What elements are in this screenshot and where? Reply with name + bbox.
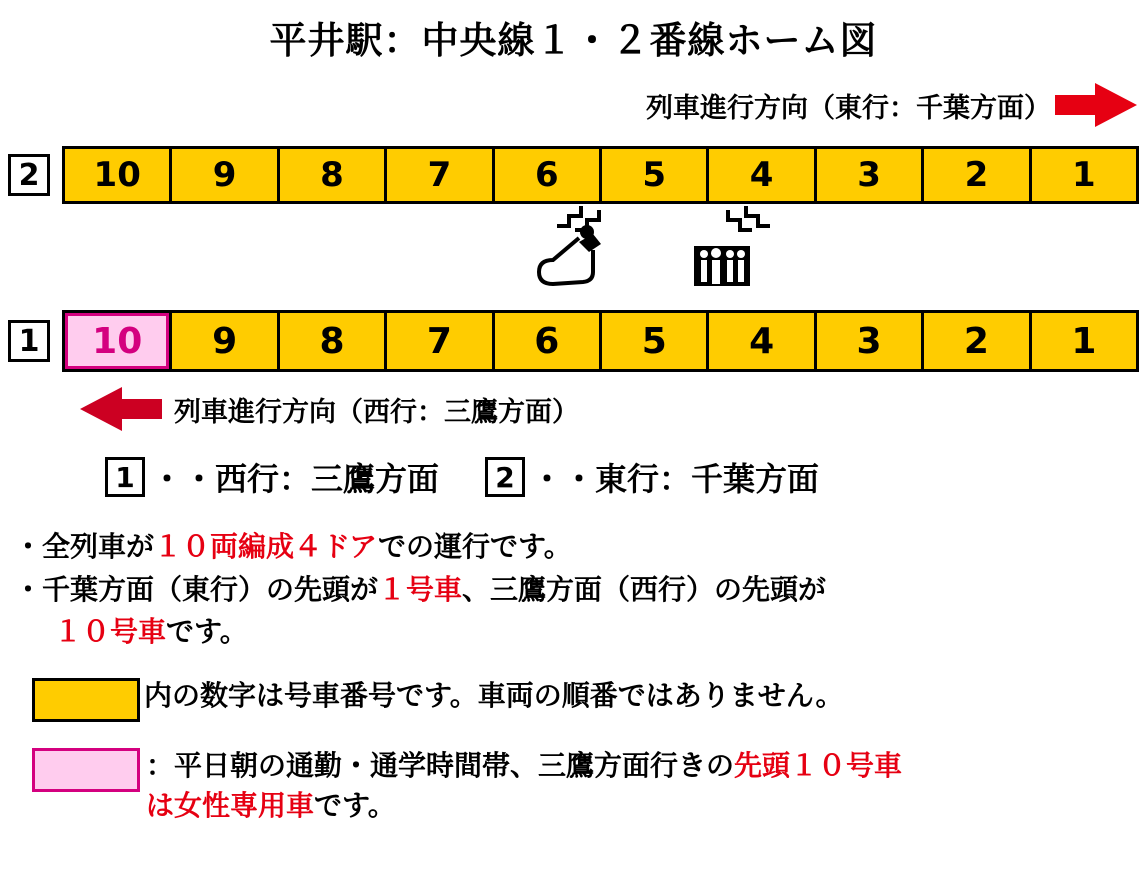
car-cell-women-only: 10 [65, 313, 169, 369]
legend-pink-text [146, 746, 902, 827]
car-cell: 2 [924, 313, 1028, 369]
platform-row-2 [0, 146, 1147, 204]
car-cell: 3 [817, 149, 921, 201]
legend-yellow-row [0, 676, 1147, 722]
car-cell: 8 [280, 313, 384, 369]
swatch-yellow [32, 678, 140, 722]
page-title: 平井駅：中央線１・２番線ホーム図 [269, 19, 878, 62]
legend-yellow-text: 内の数字は号車番号です。車両の順番ではありません。 [144, 678, 844, 712]
note-line [14, 526, 1147, 569]
note-part: ・全列車が [14, 530, 155, 563]
car-cell: 4 [709, 149, 813, 201]
note-part: ・千葉方面（東行）の先頭が [14, 572, 379, 606]
note-part: です。 [166, 615, 248, 649]
note-part-highlight: １０両編成４ドア [154, 530, 379, 563]
car-cell: 7 [387, 149, 491, 201]
escalator-icon [517, 204, 627, 294]
car-cell: 3 [817, 313, 921, 369]
legend-pink-row [0, 746, 1147, 827]
legend-pink-line2-red: は女性専用車 [146, 789, 315, 823]
platform-legend [0, 454, 1147, 500]
car-cell: 9 [172, 149, 276, 201]
legend-pink-line2-black: です。 [314, 789, 396, 823]
top-direction-label: 列車進行方向（東行：千葉方面） [646, 92, 1051, 124]
platform-number-2: 2 [8, 154, 50, 196]
car-cell: 9 [172, 313, 276, 369]
facility-band [62, 204, 1139, 294]
top-direction-note [0, 82, 1147, 128]
car-cell: 6 [495, 313, 599, 369]
car-cell: 7 [387, 313, 491, 369]
note-line [14, 569, 1147, 612]
legend-platform-text-2: ・・東行：千葉方面 [531, 460, 820, 498]
car-cell: 1 [1032, 313, 1136, 369]
note-part: での運行です。 [378, 530, 572, 563]
car-cell: 2 [924, 149, 1028, 201]
car-cell: 6 [495, 149, 599, 201]
swatch-pink [32, 748, 140, 792]
arrow-right-icon [1055, 83, 1137, 127]
car-cell: 1 [1032, 149, 1136, 201]
elevator-icon [682, 204, 792, 294]
car-cell: 4 [709, 313, 813, 369]
notes-block [0, 526, 1147, 654]
car-cell: 5 [602, 149, 706, 201]
car-cell: 5 [602, 313, 706, 369]
note-part-highlight: １号車 [378, 572, 463, 606]
car-strip-platform-1 [62, 310, 1139, 372]
platform-number-1: 1 [8, 320, 50, 362]
legend-platform-box-2: 2 [485, 457, 525, 497]
car-strip-platform-2 [62, 146, 1139, 204]
bottom-direction-label: 列車進行方向（西行：三鷹方面） [174, 396, 579, 428]
legend-platform-text-1: ・・西行：三鷹方面 [151, 460, 440, 498]
note-part: 、三鷹方面（西行）の先頭が [462, 572, 827, 606]
legend-platform-box-1: 1 [105, 457, 145, 497]
note-line [14, 611, 1147, 654]
car-cell: 8 [280, 149, 384, 201]
legend-pink-line1-red: 先頭１０号車 [734, 748, 903, 782]
arrow-left-icon [80, 387, 162, 431]
car-cell: 10 [65, 149, 169, 201]
legend-pink-line1-black: ：平日朝の通勤・通学時間帯、三鷹方面行きの [146, 748, 735, 782]
bottom-direction-note [0, 386, 1147, 432]
note-part-highlight: １０号車 [54, 615, 167, 649]
platform-row-1 [0, 310, 1147, 372]
